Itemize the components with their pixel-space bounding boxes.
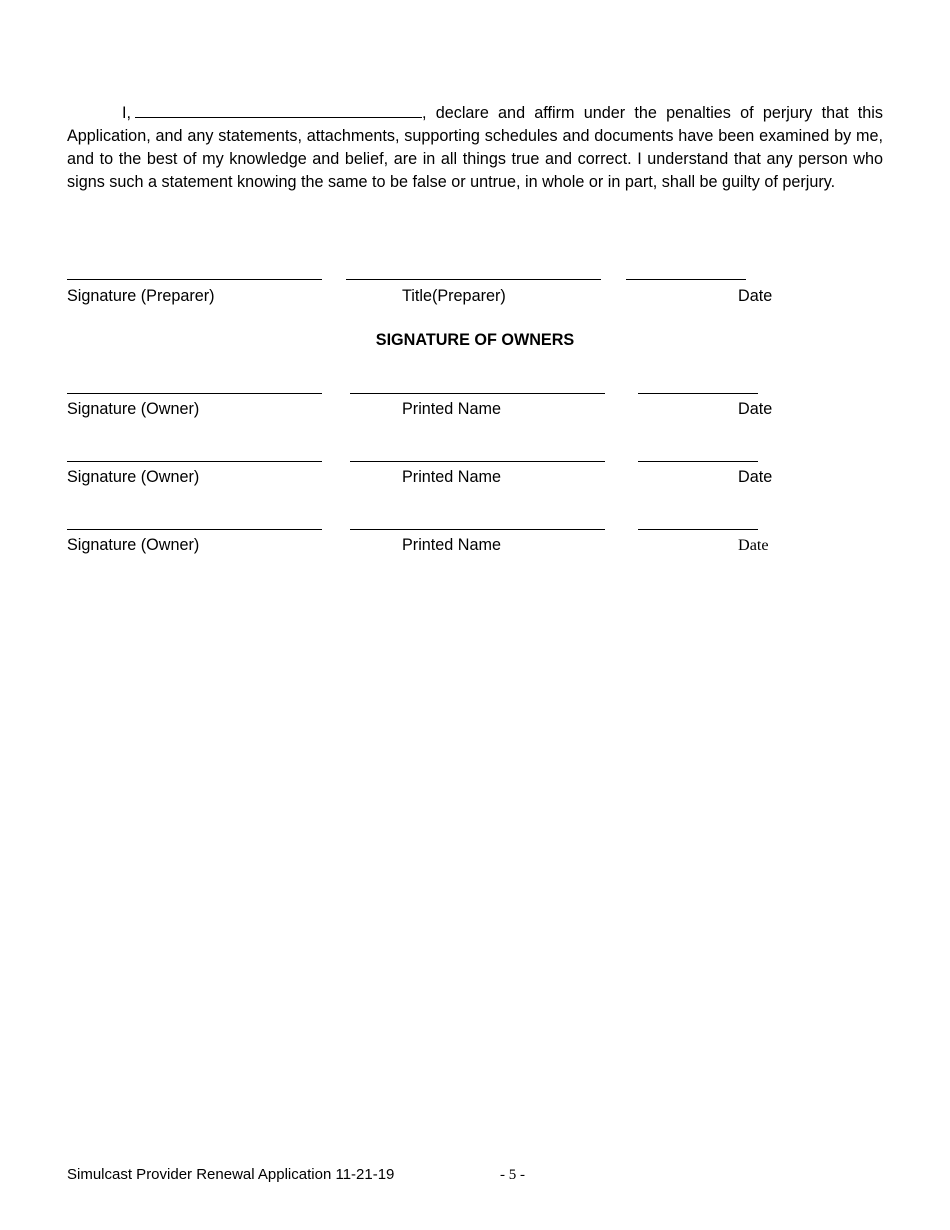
owner-3-signature-label: Signature (Owner) (67, 536, 200, 554)
owner-3-name-line[interactable] (350, 529, 605, 530)
owner-2-date-label: Date (738, 468, 773, 486)
owner-1-signature-label: Signature (Owner) (67, 400, 200, 418)
owner-1-date-label: Date (738, 400, 773, 418)
declarant-name-blank[interactable] (135, 103, 422, 118)
declaration-paragraph (67, 102, 883, 194)
owner-1-signature-line[interactable] (67, 393, 322, 394)
owner-2-signature-line[interactable] (67, 461, 322, 462)
footer-document-title: Simulcast Provider Renewal Application 11-21-19 (67, 1166, 395, 1183)
preparer-title-line[interactable] (346, 279, 601, 280)
owner-2-name-line[interactable] (350, 461, 605, 462)
preparer-date-line[interactable] (626, 279, 746, 280)
owner-3-signature-line[interactable] (67, 529, 322, 530)
owner-3-date-label: Date (738, 536, 769, 554)
owner-1-name-line[interactable] (350, 393, 605, 394)
declaration-text: , declare and affirm under the penalties of perjury that this Application, and any statements, attachments, supporting schedules and documents have been examined by me, and to the best of my knowledge and belief, are in all things true and correct. I understand that any person who signs such a statement knowing the same to be false or untrue, in whole or in part, shall be guilty of perjury. (67, 104, 883, 191)
preparer-signature-label: Signature (Preparer) (67, 287, 215, 305)
owner-1-name-label: Printed Name (402, 400, 501, 418)
preparer-title-label: Title(Preparer) (402, 287, 506, 305)
owner-2-date-line[interactable] (638, 461, 758, 462)
footer-page-number: - 5 - (500, 1167, 525, 1183)
owner-2-signature-label: Signature (Owner) (67, 468, 200, 486)
owner-1-date-line[interactable] (638, 393, 758, 394)
owner-2-name-label: Printed Name (402, 468, 501, 486)
preparer-signature-line[interactable] (67, 279, 322, 280)
owner-3-name-label: Printed Name (402, 536, 501, 554)
owners-section-title: SIGNATURE OF OWNERS (375, 331, 575, 349)
preparer-date-label: Date (738, 287, 773, 305)
owner-3-date-line[interactable] (638, 529, 758, 530)
declaration-prefix: I, (122, 104, 131, 122)
